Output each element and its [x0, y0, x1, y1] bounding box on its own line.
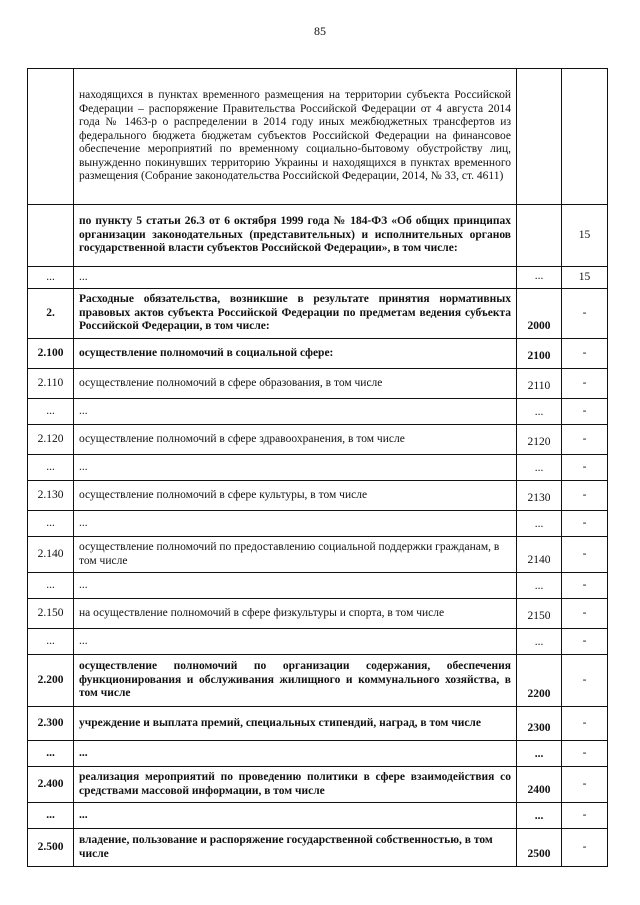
table-row: [28, 455, 608, 481]
row-value-cell: -: [562, 289, 608, 339]
row-code-cell: ...: [517, 573, 562, 599]
row-number-cell: [28, 205, 74, 267]
row-value-cell: -: [562, 599, 608, 629]
row-number-cell: ...: [28, 741, 74, 767]
row-description-cell: ...: [74, 267, 517, 289]
table-row: [28, 267, 608, 289]
row-description-cell: находящихся в пунктах временного размещения на территории субъекта Российской Федерации – распоряжение Правительства Российской Федерации от 4 августа 2014 года № 1463-р о распределении в 2014 году иных межбюджетных трансфертов из федерального бюджета бюджетам субъектов Российской Федерации на финансовое обеспечение мероприятий по временному социально-бытовому обустройству лиц, вынужденно покинувших территорию Украины и находящихся в пунктах временного размещения (Собрание законодательства Российской Федерации, 2014, № 33, ст. 4611): [74, 69, 517, 205]
row-value-cell: -: [562, 339, 608, 369]
row-description-cell: осуществление полномочий в сфере здравоохранения, в том числе: [74, 425, 517, 455]
row-number-cell: ...: [28, 803, 74, 829]
row-code-cell: 2500: [517, 829, 562, 867]
row-number-cell: 2.110: [28, 369, 74, 399]
row-code-cell: 2400: [517, 767, 562, 803]
row-code-cell: [517, 205, 562, 267]
row-number-cell: 2.140: [28, 537, 74, 573]
row-code-cell: ...: [517, 267, 562, 289]
row-number-cell: 2.150: [28, 599, 74, 629]
row-number-cell: ...: [28, 629, 74, 655]
row-code-cell: ...: [517, 455, 562, 481]
row-value-cell: -: [562, 629, 608, 655]
row-code-cell: 2110: [517, 369, 562, 399]
row-value-cell: -: [562, 767, 608, 803]
row-number-cell: ...: [28, 455, 74, 481]
row-code-cell: 2150: [517, 599, 562, 629]
row-code-cell: ...: [517, 511, 562, 537]
row-value-cell: -: [562, 741, 608, 767]
table-row: [28, 537, 608, 573]
row-description-cell: ...: [74, 741, 517, 767]
table-row: [28, 481, 608, 511]
row-value-cell: 15: [562, 205, 608, 267]
row-description-cell: осуществление полномочий в социальной сфере:: [74, 339, 517, 369]
row-code-cell: 2200: [517, 655, 562, 707]
row-number-cell: [28, 69, 74, 205]
row-description-cell: осуществление полномочий в сфере образования, в том числе: [74, 369, 517, 399]
row-value-cell: -: [562, 829, 608, 867]
row-number-cell: ...: [28, 267, 74, 289]
row-value-cell: -: [562, 481, 608, 511]
row-description-cell: ...: [74, 455, 517, 481]
row-number-cell: ...: [28, 573, 74, 599]
row-description-cell: реализация мероприятий по проведению политики в сфере взаимодействия со средствами массовой информации, в том числе: [74, 767, 517, 803]
table-row: [28, 707, 608, 741]
row-number-cell: 2.300: [28, 707, 74, 741]
table-row: [28, 573, 608, 599]
row-value-cell: -: [562, 511, 608, 537]
row-description-cell: осуществление полномочий по организации содержания, обеспечения функционирования и обслуживания жилищного и коммунального хозяйства, в том числе: [74, 655, 517, 707]
row-value-cell: 15: [562, 267, 608, 289]
table-row: [28, 69, 608, 205]
row-number-cell: ...: [28, 399, 74, 425]
row-description-cell: по пункту 5 статьи 26.3 от 6 октября 1999 года № 184-ФЗ «Об общих принципах организации законодательных (представительных) и исполнительных органов государственной власти субъектов Российской Федерации», в том числе:: [74, 205, 517, 267]
table-row: [28, 599, 608, 629]
row-description-cell: ...: [74, 511, 517, 537]
row-description-cell: ...: [74, 803, 517, 829]
row-value-cell: -: [562, 399, 608, 425]
table-row: [28, 767, 608, 803]
row-code-cell: 2000: [517, 289, 562, 339]
table-row: [28, 205, 608, 267]
row-value-cell: -: [562, 803, 608, 829]
page-number: 85: [314, 24, 326, 38]
row-description-cell: ...: [74, 573, 517, 599]
table-row: [28, 425, 608, 455]
row-code-cell: ...: [517, 629, 562, 655]
table-row: [28, 803, 608, 829]
row-value-cell: -: [562, 425, 608, 455]
row-value-cell: -: [562, 455, 608, 481]
row-code-cell: ...: [517, 741, 562, 767]
row-description-cell: осуществление полномочий по предоставлению социальной поддержки гражданам, в том числе: [74, 537, 517, 573]
row-value-cell: [562, 69, 608, 205]
row-number-cell: 2.400: [28, 767, 74, 803]
row-code-cell: 2130: [517, 481, 562, 511]
table-row: [28, 829, 608, 867]
row-code-cell: [517, 69, 562, 205]
row-description-cell: учреждение и выплата премий, специальных стипендий, наград, в том числе: [74, 707, 517, 741]
row-number-cell: 2.130: [28, 481, 74, 511]
table-row: [28, 629, 608, 655]
obligations-table: [27, 68, 608, 867]
row-value-cell: -: [562, 655, 608, 707]
row-value-cell: -: [562, 537, 608, 573]
table-row: [28, 339, 608, 369]
row-description-cell: владение, пользование и распоряжение государственной собственностью, в том числе: [74, 829, 517, 867]
table-row: [28, 511, 608, 537]
table-row: [28, 289, 608, 339]
row-value-cell: -: [562, 707, 608, 741]
row-code-cell: 2140: [517, 537, 562, 573]
row-number-cell: 2.120: [28, 425, 74, 455]
table-row: [28, 399, 608, 425]
row-code-cell: ...: [517, 399, 562, 425]
row-number-cell: 2.500: [28, 829, 74, 867]
table-row: [28, 369, 608, 399]
row-number-cell: 2.200: [28, 655, 74, 707]
row-code-cell: 2300: [517, 707, 562, 741]
row-value-cell: -: [562, 573, 608, 599]
row-code-cell: 2100: [517, 339, 562, 369]
row-description-cell: осуществление полномочий в сфере культуры, в том числе: [74, 481, 517, 511]
row-number-cell: 2.: [28, 289, 74, 339]
row-number-cell: 2.100: [28, 339, 74, 369]
row-description-cell: ...: [74, 629, 517, 655]
row-description-cell: Расходные обязательства, возникшие в результате принятия нормативных правовых актов субъекта Российской Федерации по предметам ведения субъекта Российской Федерации, в том числе:: [74, 289, 517, 339]
row-code-cell: ...: [517, 803, 562, 829]
row-value-cell: -: [562, 369, 608, 399]
table-row: [28, 741, 608, 767]
row-description-cell: ...: [74, 399, 517, 425]
table-row: [28, 655, 608, 707]
row-description-cell: на осуществление полномочий в сфере физкультуры и спорта, в том числе: [74, 599, 517, 629]
row-number-cell: ...: [28, 511, 74, 537]
row-code-cell: 2120: [517, 425, 562, 455]
